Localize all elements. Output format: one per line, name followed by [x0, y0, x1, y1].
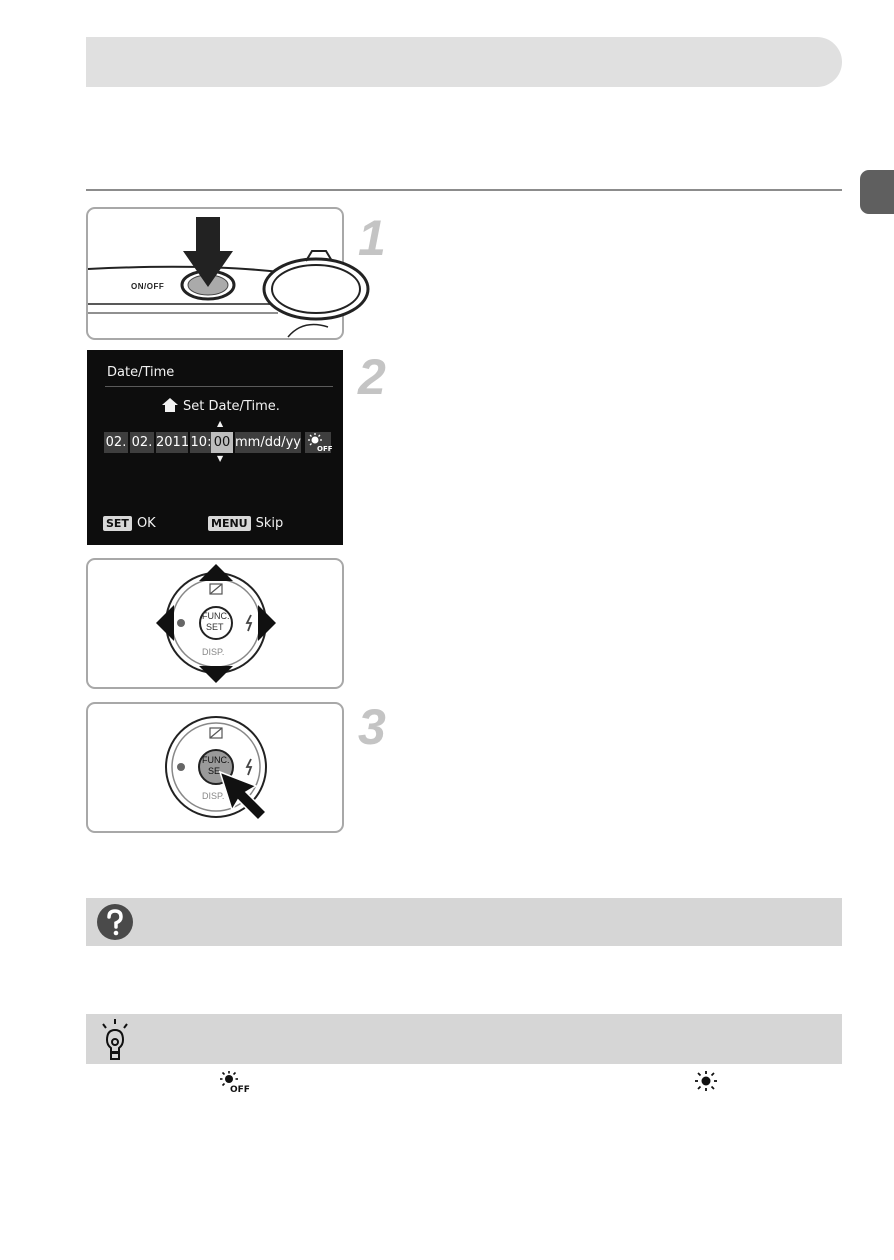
macro-icon: [177, 763, 185, 771]
set-label: SET: [206, 622, 224, 632]
ok-label: OK: [136, 516, 156, 531]
set-key-badge: SET: [103, 516, 132, 531]
dst-off-icon: [307, 433, 333, 453]
question-section-bar: [86, 898, 842, 946]
up-arrow-icon: ▲: [217, 419, 224, 428]
question-icon: [96, 903, 134, 941]
chapter-tab: [860, 170, 894, 214]
screen-title: Date/Time: [107, 365, 175, 380]
set-label: SE: [208, 766, 221, 776]
skip-hint: [208, 516, 283, 531]
svg-text:OFF: OFF: [317, 445, 333, 453]
disp-label: DISP.: [202, 791, 225, 801]
disp-label: DISP.: [202, 647, 225, 657]
format-field[interactable]: mm/dd/yy: [235, 432, 301, 453]
year-field[interactable]: 2011: [156, 432, 188, 453]
minute-field[interactable]: 00: [211, 432, 233, 453]
dst-off-icon: [219, 1071, 249, 1093]
dst-on-icon: [695, 1071, 717, 1091]
lightbulb-icon: [98, 1018, 132, 1062]
tip-section-bar: [86, 1014, 842, 1064]
date-time-screen: [87, 350, 343, 545]
month-field[interactable]: 02.: [104, 432, 128, 453]
menu-key-badge: MENU: [208, 516, 251, 531]
func-label: FUNC.: [202, 755, 230, 765]
camera-top-drawing: [88, 209, 342, 338]
power-label: ON/OFF: [131, 282, 165, 291]
step-number-1: 1: [358, 210, 386, 266]
power-button-illustration: [86, 207, 344, 340]
step-number-2: 2: [358, 349, 386, 405]
dst-field[interactable]: [305, 432, 331, 453]
title-underline: [105, 386, 333, 387]
divider-rule: [86, 189, 842, 191]
day-field[interactable]: 02.: [130, 432, 154, 453]
func-set-press-illustration: [86, 702, 344, 833]
right-arrow-icon: [258, 605, 276, 641]
control-dial-arrows-illustration: [86, 558, 344, 689]
func-label: FUNC.: [202, 611, 230, 621]
up-arrow-icon: [199, 564, 233, 581]
step-number-3: 3: [358, 699, 386, 755]
left-arrow-icon: [156, 605, 174, 641]
macro-icon: [177, 619, 185, 627]
screen-prompt: Set Date/Time.: [183, 399, 280, 414]
hour-field[interactable]: 10:: [190, 432, 212, 453]
ok-hint: [103, 516, 156, 531]
svg-text:OFF: OFF: [230, 1085, 250, 1095]
section-title-bar: [86, 37, 842, 87]
skip-label: Skip: [255, 516, 284, 531]
home-icon: [162, 398, 178, 416]
down-arrow-icon: [199, 666, 233, 683]
down-arrow-icon: ▼: [217, 454, 224, 463]
